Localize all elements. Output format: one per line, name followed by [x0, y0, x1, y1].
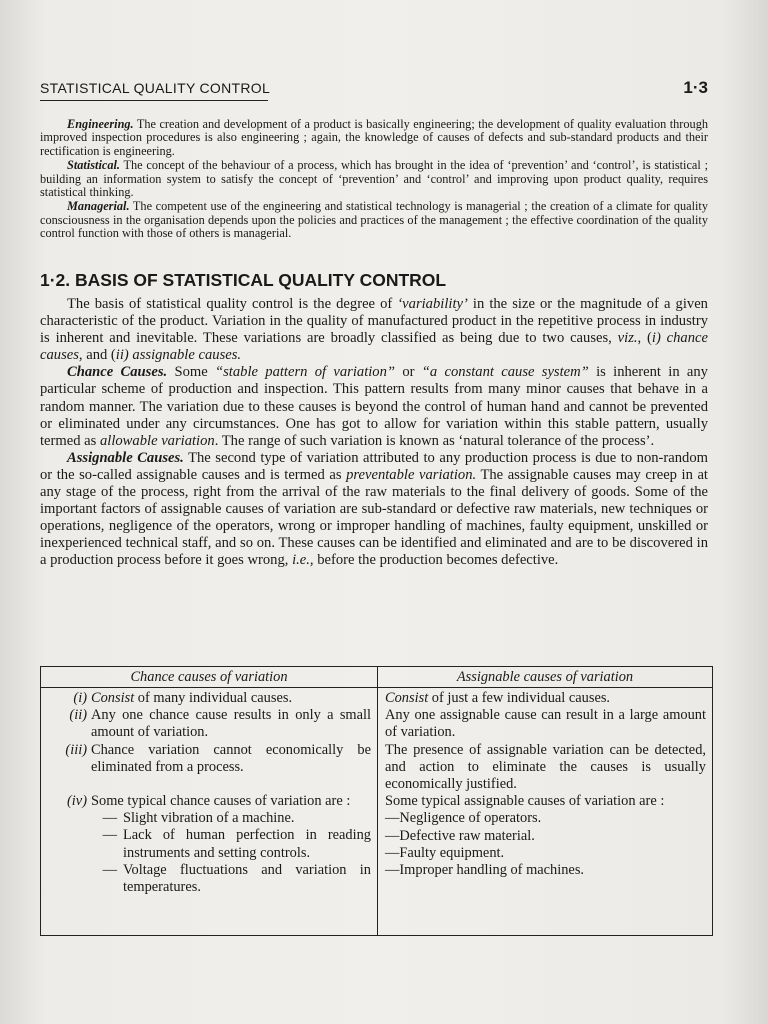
managerial-term: Managerial.	[67, 199, 130, 214]
chance-column-header: Chance causes of variation	[41, 667, 377, 688]
section-body	[40, 296, 708, 570]
header-rule	[40, 100, 268, 101]
chance-text-1: Some	[167, 364, 215, 381]
chance-text-3: is inherent in any particular scheme of production and inspection. This pattern results from many minor causes that behave in a random manner. The variation due to these causes is beyond the control of human hand and cannot be prevented or eliminated under any circumstances. One has got to allow for variation within this stable pattern, usually termed as	[40, 364, 708, 449]
allowable-variation-term: allowable variation	[99, 432, 215, 449]
table-row: The presence of assignable variation can be detected, and action to eliminate the causes is usually economically justified.	[385, 741, 706, 793]
assignable-text-3: before the production becomes defective.	[313, 552, 559, 569]
assignable-column	[378, 667, 712, 935]
row-lead: Consist	[385, 690, 429, 706]
ie-term: i.e.,	[292, 552, 314, 569]
table-row	[47, 742, 371, 776]
running-head	[40, 78, 708, 102]
row-lead: Consist	[91, 690, 135, 706]
intro-paragraphs	[40, 118, 708, 242]
table-row	[47, 707, 371, 741]
basis-num-ii: ii	[115, 347, 124, 364]
viz-term: viz.	[617, 330, 638, 347]
variability-term: ‘variability’	[397, 296, 468, 312]
chance-causes-term: ) chance causes,	[40, 330, 708, 364]
list-item-text: Lack of human perfection in reading instruments and setting controls.	[123, 827, 371, 861]
chance-causes-heading: Chance Causes.	[67, 364, 168, 381]
list-item-text: Slight vibration of a machine.	[123, 810, 295, 827]
table-row: Some typical assignable causes of variation are :	[385, 793, 665, 810]
row-text: of many individual causes.	[134, 690, 293, 706]
engineering-paragraph	[40, 118, 708, 158]
row-number: (ii)	[69, 707, 87, 724]
row-text: Chance variation cannot economically be eliminated from a process.	[91, 741, 371, 775]
table-row	[385, 690, 706, 707]
chance-column	[41, 667, 378, 935]
dash-bullet: —	[102, 827, 117, 844]
list-item: —Defective raw material.	[385, 827, 535, 844]
row-text: Any one chance cause results in only a small amount of variation.	[91, 707, 371, 741]
basis-paragraph	[40, 296, 708, 364]
table-row	[47, 690, 371, 707]
statistical-term: Statistical.	[67, 158, 120, 173]
list-item	[91, 810, 371, 827]
list-item: —Improper handling of machines.	[385, 862, 585, 879]
page-number: 1·3	[683, 78, 708, 97]
list-item	[91, 827, 371, 861]
list-item: —Faulty equipment.	[385, 844, 505, 861]
list-item	[91, 862, 371, 896]
assignable-column-header: Assignable causes of variation	[378, 667, 712, 688]
engineering-text: The creation and development of a product is basically engineering; the development of quality evaluation through improved inspection procedures is also engineering ; again, the knowledge of causes of defects and sub-standard products and their rectification is engineering.	[40, 117, 708, 158]
row-number: (iii)	[65, 741, 87, 758]
row-text: of just a few individual causes.	[428, 690, 611, 706]
list-item-text: Voltage fluctuations and variation in temperatures.	[123, 861, 371, 896]
running-title: STATISTICAL QUALITY CONTROL	[40, 80, 271, 96]
chance-text-2: or	[395, 364, 422, 381]
dash-bullet: —	[102, 861, 117, 878]
statistical-paragraph	[40, 159, 708, 199]
list-item: —Negligence of operators.	[385, 810, 542, 827]
assignable-causes-heading: Assignable Causes.	[67, 449, 184, 466]
dash-bullet: —	[102, 810, 117, 827]
chance-text-4: . The range of such variation is known as ‘natural tolerance of the process’.	[214, 432, 655, 449]
basis-num-i: i	[651, 330, 656, 347]
chance-causes-paragraph	[40, 364, 708, 449]
row-text: Some typical chance causes of variation are :	[91, 793, 351, 810]
table-row: Any one assignable cause can result in a large amount of variation.	[385, 707, 706, 741]
chance-quote-2: “a constant cause system”	[421, 364, 589, 381]
basis-text-4: and (	[82, 347, 116, 364]
chance-quote-1: “stable pattern of variation”	[215, 364, 396, 381]
assignable-causes-term: ) assignable causes.	[123, 347, 242, 364]
section-heading: 1·2. BASIS OF STATISTICAL QUALITY CONTROL	[40, 270, 447, 290]
basis-text-3: , (	[637, 330, 652, 347]
comparison-table	[40, 666, 713, 936]
row-number: (iv)	[67, 793, 87, 810]
assignable-text-1: The second type of variation attributed to any production process is due to non-random or the so-called assignable causes and is termed as	[40, 449, 708, 483]
basis-text-1: The basis of statistical quality control is the degree of	[67, 296, 398, 312]
engineering-term: Engineering.	[67, 117, 134, 131]
row-number: (i)	[73, 690, 87, 706]
statistical-text: The concept of the behaviour of a process, which has brought in the idea of ‘prevention’ and ‘control’, is statistical ; building an information system to satisfy the concept of ‘prevention’ and ‘control’ and improving upon product quality, requires statistical thinking.	[40, 158, 708, 200]
managerial-text: The competent use of the engineering and statistical technology is managerial ; the creation of a climate for quality consciousness in the organisation depends upon the policies and practices of the management ; the effective coordination of the quality control function with those of others is managerial.	[40, 199, 708, 241]
table-row	[47, 793, 371, 896]
preventable-variation-term: preventable variation.	[346, 466, 477, 483]
assignable-causes-paragraph	[40, 450, 708, 570]
basis-text-2: in the size or the magnitude of a given characteristic of the product. Variation in the quality of manufactured product in the repetitive process in industry is inherent and inevitable. These variations are broadly classified as being due to two causes,	[40, 296, 708, 347]
assignable-text-2: The assignable causes may creep in at any stage of the process, right from the arrival of the raw materials to the final delivery of goods. Some of the important factors of assignable causes of variation are sub-standard or defective raw materials, new techniques or operations, negligence of the operators, wrong or improper handling of machines, faulty equipment, unskilled or inexperienced technical staff, and so on. These causes can be identified and eliminated and are to be discovered in a production process before it goes wrong,	[40, 466, 708, 569]
managerial-paragraph	[40, 200, 708, 240]
